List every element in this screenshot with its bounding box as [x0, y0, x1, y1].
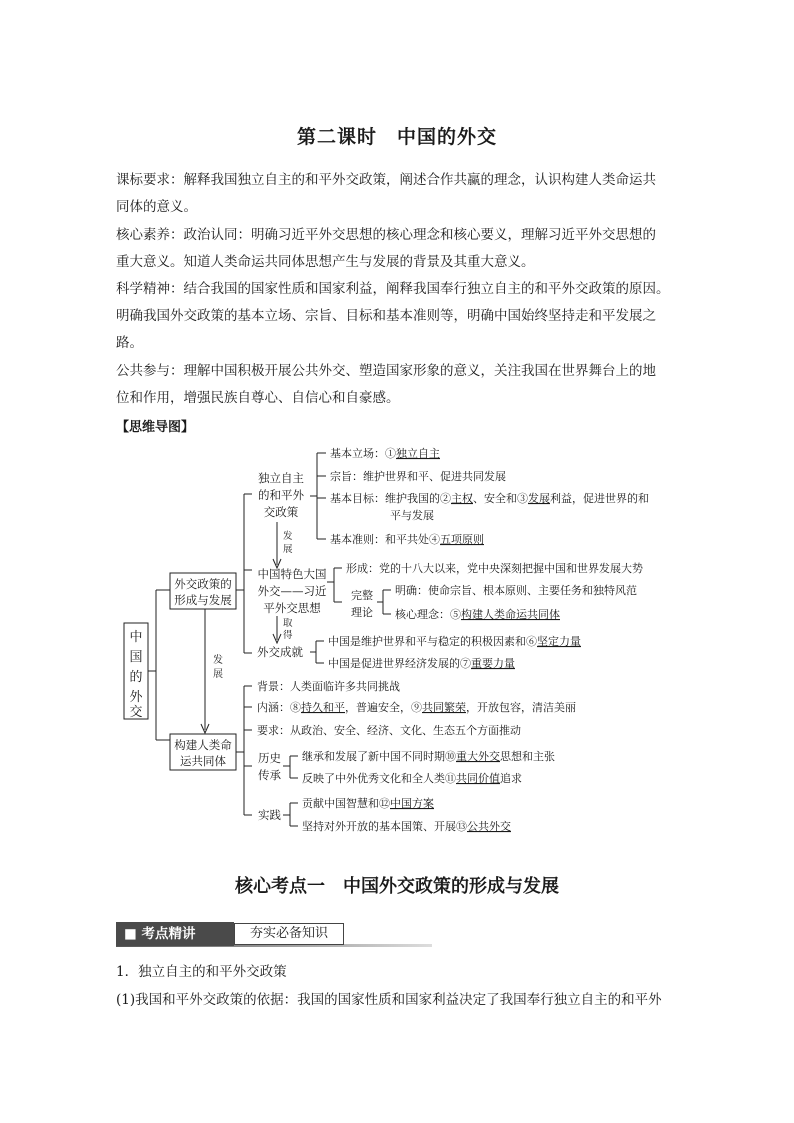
banner-dark-label: ■ 考点精讲 [116, 922, 234, 946]
thought-formation: 形成：党的十八大以来，党中央深刻把握中国和世界发展大势 [346, 562, 643, 575]
branch2-line2: 运共同体 [180, 754, 226, 768]
scientific-spirit [116, 276, 682, 357]
section-title: 核心考点一 中国外交政策的形成与发展 [235, 876, 559, 897]
practice-item2: 坚持对外开放的基本国策、开展⑬公共外交 [302, 820, 511, 833]
root-char: 交 [129, 705, 143, 720]
branch1-line2: 形成与发展 [174, 593, 232, 607]
para-label: 核心素养： [116, 227, 184, 243]
root-char: 中 [129, 630, 143, 645]
practice-label: 实践 [258, 808, 281, 822]
practice-item1: 贡献中国智慧和⑫中国方案 [302, 797, 434, 810]
branch1-line1: 外交政策的 [174, 577, 232, 591]
policy-line1: 独立自主 [258, 471, 304, 485]
fazhan-label-1: 发 [213, 655, 223, 666]
para-label: 课标要求： [116, 172, 184, 188]
community-background: 背景：人类面临许多共同挑战 [257, 680, 400, 693]
policy-line3: 交政策 [263, 505, 299, 519]
achievement-item2: 中国是促进世界经济发展的⑦重要力量 [328, 657, 515, 670]
para-line: 重大意义。知道人类命运共同体思想产生与发展的背景及其重大意义。 [116, 254, 535, 270]
para-line: 同体的意义。 [116, 199, 197, 215]
public-participation [116, 358, 682, 412]
history-2: 传承 [258, 768, 281, 782]
core-literacy [116, 222, 682, 276]
fazhan-label-2: 展 [213, 669, 223, 680]
policy-stance: 基本立场：①独立自主 [330, 447, 440, 460]
history-item1: 继承和发展了新中国不同时期⑩重大外交思想和主张 [302, 750, 555, 763]
arrow-label-fazhan-1: 发 [283, 531, 293, 542]
root-char: 的 [129, 670, 143, 685]
arrow-label-qude-2: 得 [283, 630, 293, 641]
branch2-line1: 构建人类命 [174, 738, 232, 752]
para-line: 明确我国外交政策的基本立场、宗旨、目标和基本准则等，明确中国始终坚持走和平发展之 [116, 308, 656, 324]
history-item2: 反映了中外优秀文化和全人类⑪共同价值追求 [302, 772, 522, 785]
policy-line2: 的和平外 [258, 488, 304, 502]
arrow-label-qude-1: 取 [283, 618, 293, 629]
para-line: 位和作用，增强民族自尊心、自信心和自豪感。 [116, 390, 400, 406]
curriculum-requirement [116, 167, 682, 221]
arrow-label-fazhan-2: 展 [283, 544, 293, 555]
section-banner [116, 922, 436, 946]
policy-goal-line2: 平与发展 [390, 509, 434, 522]
policy-purpose: 宗旨：维护世界和平、促进共同发展 [330, 470, 506, 483]
page-title: 第二课时 中国的外交 [296, 126, 497, 148]
complete-theory-1: 完整 [351, 589, 373, 602]
history-1: 历史 [258, 751, 281, 765]
complete-theory-2: 理论 [351, 606, 373, 619]
policy-goal: 基本目标：维护我国的②主权、安全和③发展利益，促进世界的和 [330, 492, 649, 505]
community-require: 要求：从政治、安全、经济、文化、生态五个方面推动 [257, 724, 521, 737]
thought-line2: 外交——习近 [257, 584, 327, 598]
achievement-label: 外交成就 [257, 645, 303, 659]
thought-line1: 中国特色大国 [257, 567, 327, 581]
para-line: 公共参与：理解中国积极开展公共外交、塑造国家形象的意义，关注我国在世界舞台上的地 [116, 363, 656, 379]
thought-clear: 明确：使命宗旨、根本原则、主要任务和独特风范 [395, 584, 637, 597]
mindmap-heading: 【思维导图】 [116, 420, 195, 435]
item-body: (1)我国和平外交政策的依据：我国的国家性质和国家利益决定了我国奉行独立自主的和平外 [116, 992, 662, 1008]
para-line: 科学精神：结合我国的国家性质和国家利益，阐释我国奉行独立自主的和平外交政策的原因。 [116, 281, 670, 297]
root-char: 外 [129, 690, 143, 705]
thought-line3: 平外交思想 [263, 601, 321, 615]
community-content: 内涵：⑧持久和平，普遍安全，⑨共同繁荣，开放包容，清洁美丽 [257, 701, 576, 714]
thought-core: 核心理念：⑤构建人类命运共同体 [395, 608, 560, 621]
root-char: 国 [129, 650, 143, 665]
banner-light-label: 夯实必备知识 [234, 923, 344, 945]
policy-principle: 基本准则：和平共处④五项原则 [330, 533, 484, 546]
para-line: 解释我国独立自主的和平外交政策，阐述合作共赢的理念，认识构建人类命运共 [183, 172, 656, 188]
para-line: 政治认同：明确习近平外交思想的核心理念和核心要义，理解习近平外交思想的 [183, 227, 656, 243]
para-line: 路。 [116, 335, 143, 351]
achievement-item1: 中国是维护世界和平与稳定的积极因素和⑥坚定力量 [328, 635, 581, 648]
item-heading: 1．独立自主的和平外交政策 [116, 964, 287, 980]
mind-map [0, 430, 794, 840]
